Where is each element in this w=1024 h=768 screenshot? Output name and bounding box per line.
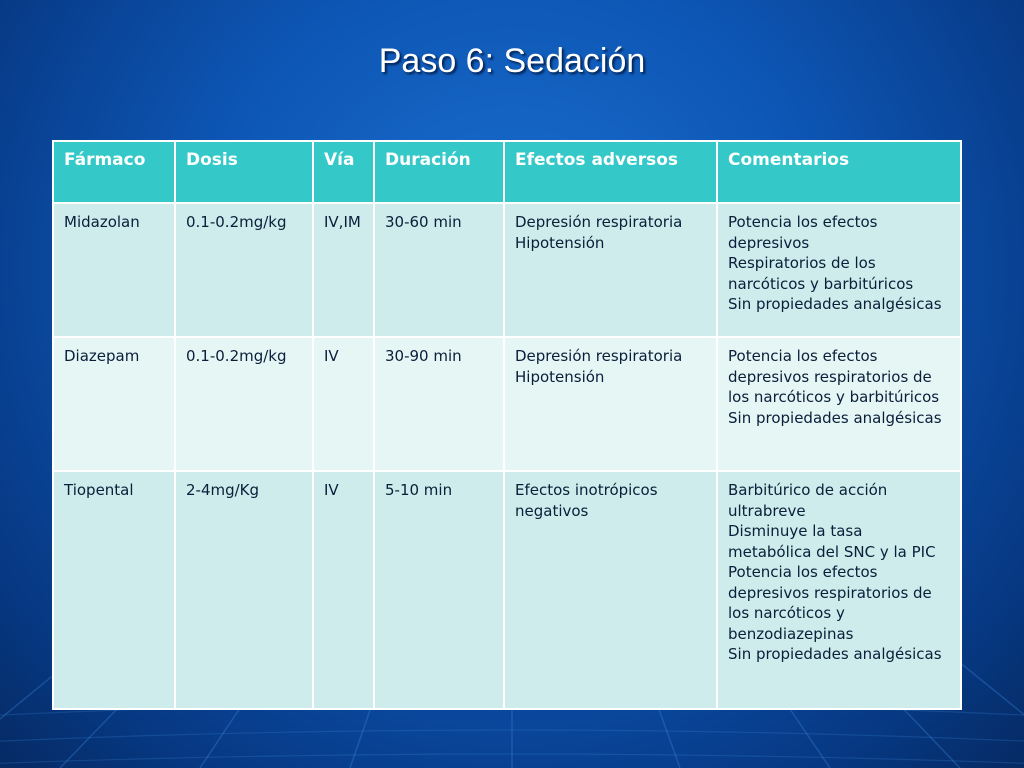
table-row [53, 471, 961, 709]
header-efectos-adversos: Efectos adversos [504, 141, 717, 203]
efecto-line: Efectos inotrópicos negativos [515, 481, 658, 520]
comentario-line: Barbitúrico de acción ultrabreve [728, 481, 888, 520]
cell-comentarios [717, 203, 961, 337]
comentario-line: Sin propiedades analgésicas [728, 295, 942, 313]
header-via: Vía [313, 141, 374, 203]
cell-dosis: 0.1-0.2mg/kg [175, 337, 313, 471]
cell-efectos [504, 203, 717, 337]
table-row [53, 203, 961, 337]
slide-title: Paso 6: Sedación [378, 42, 646, 80]
table-row [53, 337, 961, 471]
comentario-line: Potencia los efectos depresivos respiratorios de los narcóticos y barbitúricos [728, 347, 940, 406]
header-row [53, 141, 961, 203]
cell-comentarios [717, 471, 961, 709]
cell-farmaco: Tiopental [53, 471, 175, 709]
comentario-line: Disminuye la tasa metabólica del SNC y la PIC [728, 522, 936, 561]
cell-dosis: 0.1-0.2mg/kg [175, 203, 313, 337]
cell-efectos [504, 471, 717, 709]
cell-farmaco: Diazepam [53, 337, 175, 471]
cell-via: IV [313, 337, 374, 471]
efecto-line: Depresión respiratoria [515, 347, 683, 365]
cell-comentarios [717, 337, 961, 471]
comentario-line: Potencia los efectos depresivos [728, 213, 878, 252]
cell-duracion: 5-10 min [374, 471, 504, 709]
cell-efectos [504, 337, 717, 471]
header-duracion: Duración [374, 141, 504, 203]
comentario-line: Respiratorios de los narcóticos y barbitúricos [728, 254, 914, 293]
cell-via: IV [313, 471, 374, 709]
header-dosis: Dosis [175, 141, 313, 203]
header-farmaco: Fármaco [53, 141, 175, 203]
comentario-line: Sin propiedades analgésicas [728, 408, 942, 427]
cell-duracion: 30-60 min [374, 203, 504, 337]
cell-duracion: 30-90 min [374, 337, 504, 471]
cell-dosis: 2-4mg/Kg [175, 471, 313, 709]
efecto-line: Depresión respiratoria [515, 213, 683, 231]
header-comentarios: Comentarios [717, 141, 961, 203]
efecto-line: Hipotensión [515, 367, 605, 386]
efecto-line: Hipotensión [515, 233, 605, 252]
cell-via: IV,IM [313, 203, 374, 337]
cell-farmaco: Midazolan [53, 203, 175, 337]
sedation-table [52, 140, 962, 710]
comentario-line: Potencia los efectos depresivos respiratorios de los narcóticos y benzodiazepinas [728, 563, 932, 643]
comentario-line: Sin propiedades analgésicas [728, 645, 942, 663]
